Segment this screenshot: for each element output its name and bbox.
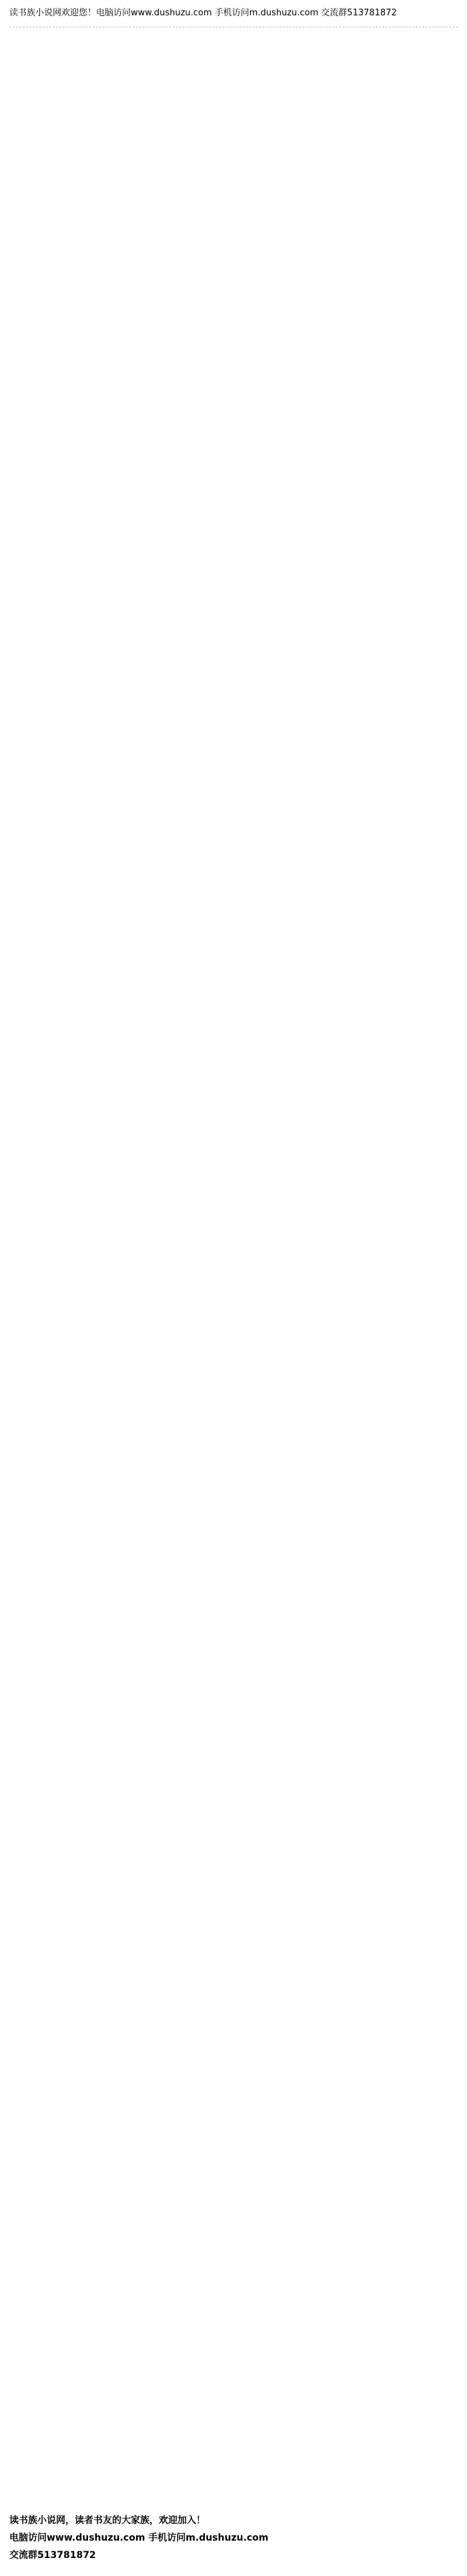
footer-line xyxy=(9,1285,458,1297)
site-header-text: 读书族小说网欢迎您！电脑访问www.dushuzu.com 手机访问m.dushuzu.com 交流群513781872 xyxy=(9,8,397,18)
paragraph xyxy=(9,352,458,366)
paragraph xyxy=(9,806,458,820)
paragraph xyxy=(9,488,458,503)
paragraph xyxy=(9,170,458,185)
paragraph xyxy=(9,374,458,389)
paragraph xyxy=(9,1146,458,1161)
paragraph xyxy=(9,692,458,707)
paragraph xyxy=(9,579,458,593)
paragraph xyxy=(9,1237,458,1251)
paragraph xyxy=(9,1259,458,1274)
footer-line xyxy=(9,1321,458,1333)
footer-line xyxy=(9,1309,458,1321)
paragraph xyxy=(9,987,458,1002)
paragraph xyxy=(9,533,458,548)
paragraph xyxy=(9,737,458,752)
paragraph xyxy=(9,216,458,230)
paragraph xyxy=(9,1100,458,1115)
paragraph xyxy=(9,624,458,639)
paragraph xyxy=(9,851,458,866)
paragraph xyxy=(9,511,458,525)
paragraph xyxy=(9,964,458,979)
paragraph xyxy=(9,125,458,139)
paragraph xyxy=(9,57,458,71)
paragraph xyxy=(9,1169,458,1183)
paragraph xyxy=(9,1191,458,1206)
site-footer-line: 读书族小说网，读者书友的大家族，欢迎加入！ xyxy=(9,2515,205,2526)
paragraph xyxy=(9,783,458,797)
chapter-content xyxy=(9,34,458,1274)
chapter-footer xyxy=(9,1285,458,1333)
footer-line xyxy=(9,1297,458,1309)
paragraph xyxy=(9,1032,458,1047)
paragraph xyxy=(9,896,458,911)
paragraph xyxy=(9,420,458,434)
paragraph xyxy=(9,1123,458,1138)
paragraph xyxy=(9,261,458,276)
paragraph xyxy=(9,147,458,162)
paragraph xyxy=(9,919,458,934)
paragraph xyxy=(9,306,458,321)
paragraph xyxy=(9,102,458,117)
paragraph xyxy=(9,828,458,843)
paragraph xyxy=(9,1078,458,1092)
paragraph xyxy=(9,442,458,457)
site-footer-line: 交流群513781872 xyxy=(9,2550,96,2561)
paragraph xyxy=(9,329,458,344)
paragraph xyxy=(9,79,458,94)
paragraph xyxy=(9,238,458,253)
paragraph xyxy=(9,874,458,888)
site-header xyxy=(9,7,458,20)
paragraph xyxy=(9,647,458,661)
paragraph xyxy=(9,601,458,616)
paragraph xyxy=(9,669,458,684)
paragraph xyxy=(9,34,458,49)
paragraph xyxy=(9,1214,458,1229)
paragraph xyxy=(9,556,458,571)
paragraph xyxy=(9,193,458,208)
paragraph xyxy=(9,1055,458,1070)
paragraph xyxy=(9,715,458,729)
paragraph xyxy=(9,1010,458,1024)
paragraph xyxy=(9,284,458,298)
site-footer xyxy=(9,2512,458,2564)
paragraph xyxy=(9,465,458,480)
paragraph xyxy=(9,397,458,412)
site-footer-line: 电脑访问www.dushuzu.com 手机访问m.dushuzu.com xyxy=(9,2533,269,2543)
paragraph xyxy=(9,760,458,775)
paragraph xyxy=(9,942,458,956)
